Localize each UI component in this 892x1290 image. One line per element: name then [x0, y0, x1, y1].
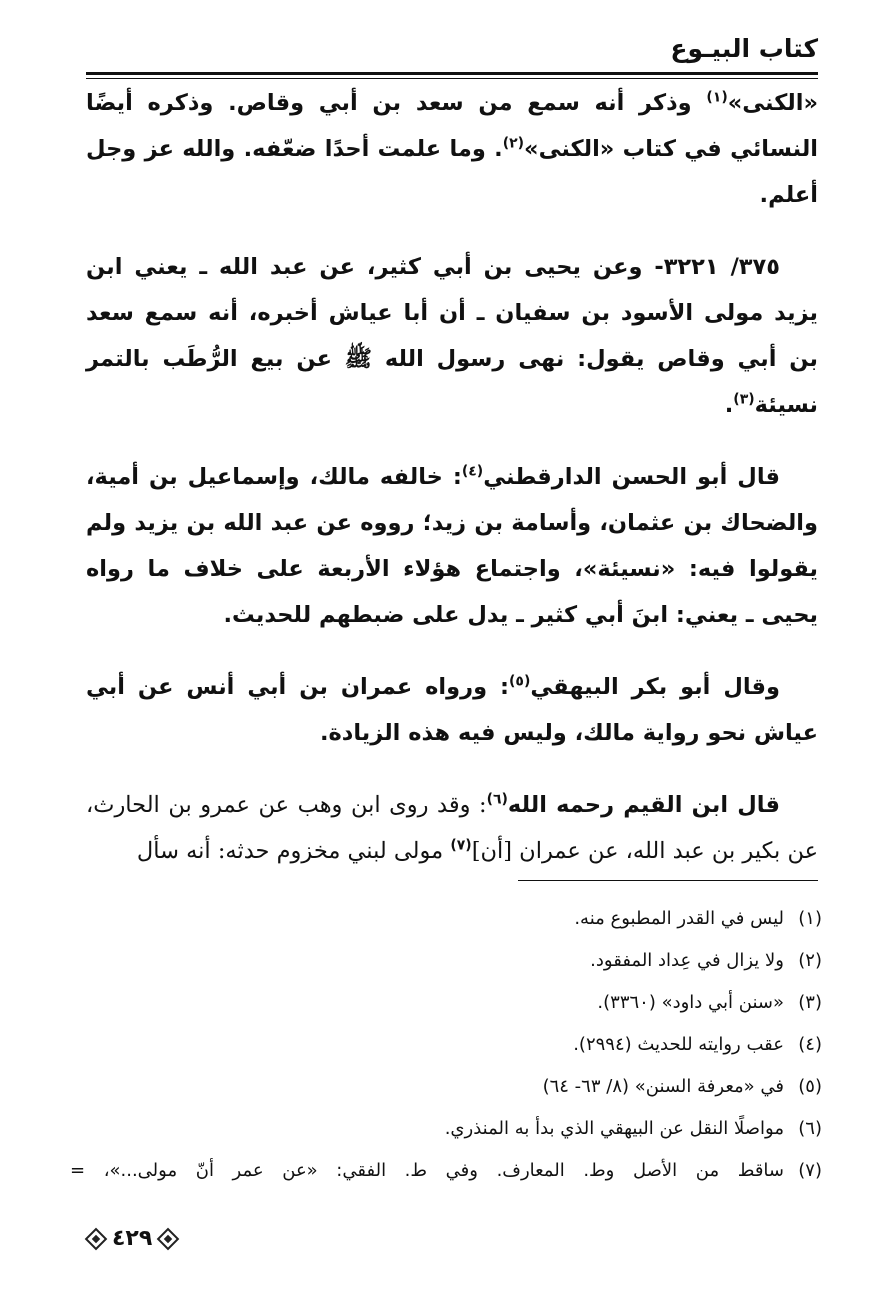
- footnote-number: (٢): [798, 950, 822, 971]
- running-header: [86, 34, 818, 74]
- page-number-block: [88, 1226, 176, 1251]
- footnote-number: (٦): [798, 1118, 822, 1139]
- paragraph-hadith: [86, 244, 818, 428]
- footnote-text: في «معرفة السنن» (٨/ ٦٣- ٦٤): [542, 1076, 784, 1097]
- paragraph-bayhaqi: [86, 664, 818, 756]
- footnote-separator: [518, 880, 818, 881]
- paragraph-text: : خالفه مالك، وإسماعيل بن أمية، والضحاك بن عثمان، وأسامة بن زيد؛ رووه عن عبد الله بن يزيد ولم يقولوا فيه: «نسيئة»، واجتماع هؤلاء الأربعة على خلاف ما رواه يحيى ـ يعني: ابنَ أبي كثير ـ يدل على ضبطهم للحديث.: [86, 464, 818, 628]
- paragraph-text: : ورواه عمران بن أبي أنس عن أبي عياش نحو رواية مالك، وليس فيه هذه الزيادة.: [86, 674, 818, 746]
- footnote: [70, 982, 822, 1024]
- footnote-number: (٥): [798, 1076, 822, 1097]
- text-tail: .: [724, 392, 734, 418]
- footnote-text: ولا يزال في عِداد المفقود.: [590, 950, 784, 971]
- footnote: [70, 1150, 822, 1192]
- footnote: [70, 898, 822, 940]
- speaker-lead: قال ابن القيم رحمه الله: [507, 792, 780, 818]
- header-title: كتاب البيـوع: [670, 34, 818, 63]
- footnote-text: مواصلًا النقل عن البيهقي الذي بدأ به المنذري.: [444, 1118, 784, 1139]
- footnote-number: (٣): [798, 992, 822, 1013]
- main-text: [86, 80, 818, 874]
- footnote-ref[interactable]: (٣): [733, 391, 755, 408]
- footnote: [70, 940, 822, 982]
- footnote-number: (٤): [798, 1034, 822, 1055]
- footnote-text: ساقط من الأصل وط. المعارف. وفي ط. الفقي: «عن عمر أنّ مولى...»، =: [70, 1160, 784, 1181]
- footnote: [70, 1066, 822, 1108]
- text-segment: «الكنى»: [727, 90, 818, 116]
- footnote-ref[interactable]: (٢): [502, 135, 525, 152]
- hadith-number: ٣٧٥/ ٣٢٢١-: [654, 254, 780, 280]
- header-rule-thick: [86, 72, 818, 75]
- footnote-ref[interactable]: (٤): [461, 463, 484, 480]
- hadith-text: وعن يحيى بن أبي كثير، عن عبد الله ـ يعني ابن يزيد مولى الأسود بن سفيان ـ أن أبا عياش أخبره، أنه سمع سعد بن أبي وقاص يقول: نهى رسول الله ﷺ عن بيع الرُّطَب بالتمر نسيئة: [86, 254, 818, 418]
- footnote-text: «سنن أبي داود» (٣٣٦٠).: [597, 992, 784, 1013]
- footnote-ref[interactable]: (٥): [509, 673, 531, 690]
- speaker-lead: قال أبو الحسن الدارقطني: [483, 464, 780, 490]
- footnote-number: (١): [798, 908, 822, 929]
- footnote-text: ليس في القدر المطبوع منه.: [574, 908, 784, 929]
- page-number: ٤٢٩: [112, 1226, 153, 1251]
- footnote: [70, 1108, 822, 1150]
- footnote-ref[interactable]: (٦): [486, 791, 508, 808]
- text-tail: مولى لبني مخزوم حدثه: أنه سأل: [136, 838, 451, 864]
- text-segment: . وما علمت أحدًا ضعّفه. والله عز وجل أعلم.: [86, 136, 818, 208]
- ornament-icon: [85, 1227, 108, 1250]
- paragraph-text: : وقد روى ابن وهب عن عمرو بن الحارث، عن بكير بن عبد الله، عن عمران [أن]: [86, 792, 818, 864]
- footnote-number: (٧): [798, 1160, 822, 1181]
- paragraph-continuation: [86, 80, 818, 218]
- footnote-ref[interactable]: (١): [706, 89, 728, 106]
- speaker-lead: وقال أبو بكر البيهقي: [530, 674, 781, 700]
- footnotes: [70, 898, 822, 1192]
- footnote: [70, 1024, 822, 1066]
- ornament-icon: [157, 1227, 180, 1250]
- header-rule-thin: [86, 78, 818, 79]
- footnote-text: عقب روايته للحديث (٢٩٩٤).: [573, 1034, 784, 1055]
- paragraph-ibn-qayyim: [86, 782, 818, 874]
- paragraph-daraqutni: [86, 454, 818, 638]
- footnote-ref[interactable]: (٧): [450, 837, 472, 854]
- text-segment: وذكر أنه سمع من سعد بن أبي وقاص. وذكره أيضًا النسائي في كتاب «الكنى»: [86, 90, 818, 162]
